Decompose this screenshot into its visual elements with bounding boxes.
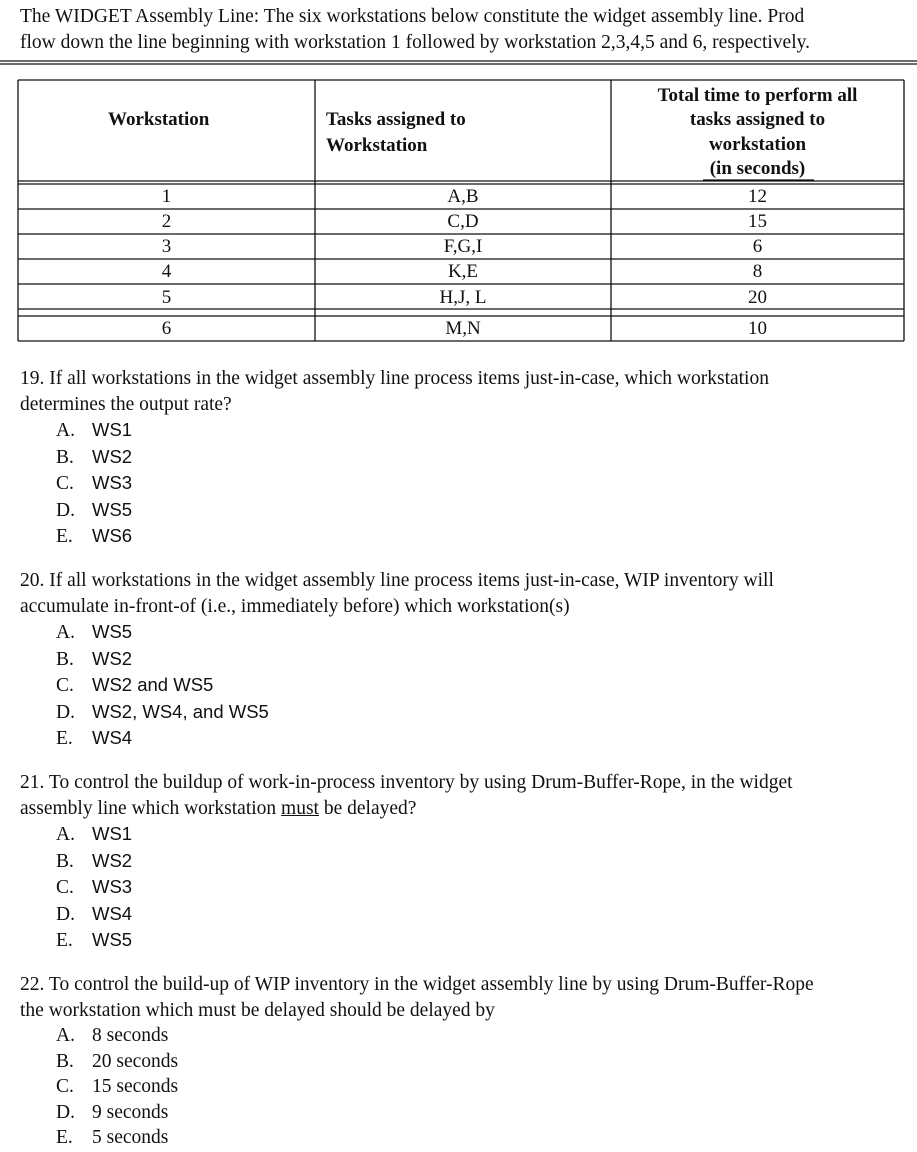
cell-tasks: M,N: [445, 318, 481, 339]
answer-choice[interactable]: [20, 725, 917, 752]
header-tasks-line-1: Tasks assigned to: [326, 109, 466, 130]
choice-letter: A.: [56, 420, 75, 441]
question-text-segment: be delayed?: [318, 797, 417, 819]
choice-letter: C.: [56, 473, 74, 494]
header-tasks-line-2: Workstation: [326, 135, 428, 156]
header-workstation: Workstation: [108, 109, 210, 130]
answer-choice[interactable]: [20, 497, 917, 524]
choice-letter: B.: [56, 1050, 74, 1072]
answer-choice[interactable]: [20, 672, 917, 699]
cell-workstation: 5: [161, 287, 172, 308]
choice-text: 20 seconds: [92, 1050, 179, 1072]
question-text-line-2: the workstation which must be delayed should be delayed by: [20, 999, 495, 1021]
question-text-line-1: 20. If all workstations in the widget assembly line process items just-in-case, WIP inventory will: [20, 570, 774, 591]
answer-choice[interactable]: [20, 1049, 917, 1075]
choice-letter: A.: [56, 1025, 75, 1046]
answer-choice[interactable]: [20, 901, 917, 928]
choice-letter: D.: [56, 701, 75, 723]
answer-choice[interactable]: [20, 470, 917, 497]
choice-text: 9 seconds: [92, 1101, 169, 1123]
choice-text: WS2, WS4, and WS5: [92, 700, 269, 722]
question-text-line-2: accumulate in-front-of (i.e., immediately before) which workstation(s): [20, 595, 570, 617]
cell-time: 6: [752, 236, 763, 257]
choice-text: WS5: [92, 929, 133, 950]
emphasis-underline: must: [281, 797, 319, 819]
question-text-line-2: determines the output rate?: [20, 393, 232, 415]
question-text-line-1: 21. To control the buildup of work-in-process inventory by using Drum-Buffer-Rope, in the widget: [20, 772, 793, 793]
question-22: [20, 972, 917, 1151]
choice-letter: C.: [56, 675, 74, 696]
cell-workstation: 6: [161, 318, 172, 339]
answer-choice[interactable]: [20, 619, 917, 646]
intro-line-1: The WIDGET Assembly Line: The six workstations below constitute the widget assembly line. Prod: [20, 6, 805, 27]
choice-text: WS1: [92, 419, 133, 440]
answer-choice[interactable]: [20, 821, 917, 848]
answer-choices: [20, 1023, 917, 1151]
choice-text: WS1: [92, 823, 133, 844]
answer-choice[interactable]: [20, 699, 917, 726]
answer-choices: [20, 619, 917, 752]
choice-text: WS2: [92, 445, 133, 467]
answer-choice[interactable]: [20, 417, 917, 444]
choice-letter: C.: [56, 1076, 74, 1097]
choice-letter: D.: [56, 499, 75, 521]
cell-workstation: 1: [161, 186, 172, 207]
cell-tasks: H,J, L: [439, 287, 487, 308]
cell-workstation: 2: [161, 211, 172, 232]
choice-text: WS2: [92, 849, 133, 871]
choice-letter: B.: [56, 648, 74, 670]
header-time-line-4: (in seconds): [709, 158, 806, 179]
cell-tasks: C,D: [447, 211, 479, 232]
cell-tasks: K,E: [447, 261, 479, 282]
intro-line-2: flow down the line beginning with workstation 1 followed by workstation 2,3,4,5 and 6, respectively.: [20, 32, 810, 53]
cell-tasks: F,G,I: [443, 236, 483, 257]
answer-choices: [20, 417, 917, 550]
choice-letter: D.: [56, 903, 75, 925]
choice-text: 8 seconds: [92, 1025, 169, 1046]
answer-choice[interactable]: [20, 1074, 917, 1100]
choice-text: WS5: [92, 498, 133, 520]
choice-letter: C.: [56, 877, 74, 898]
answer-choice[interactable]: [20, 646, 917, 673]
cell-time: 10: [748, 318, 767, 339]
choice-text: WS4: [92, 902, 133, 924]
choice-text: 5 seconds: [92, 1127, 169, 1148]
answer-choice[interactable]: [20, 1125, 917, 1151]
choice-text: WS5: [92, 621, 133, 642]
question-19: [20, 366, 917, 550]
choice-text: WS3: [92, 472, 133, 493]
choice-text: WS3: [92, 876, 133, 897]
answer-choice[interactable]: [20, 874, 917, 901]
choice-text: WS6: [92, 525, 133, 546]
choice-letter: E.: [56, 526, 73, 547]
choice-letter: A.: [56, 622, 75, 643]
choice-letter: B.: [56, 446, 74, 468]
answer-choice[interactable]: [20, 444, 917, 471]
choice-letter: D.: [56, 1101, 75, 1123]
cell-time: 20: [748, 287, 767, 308]
choice-letter: E.: [56, 930, 73, 951]
choice-text: WS2 and WS5: [92, 674, 214, 695]
question-21: [20, 770, 917, 954]
question-20: [20, 568, 917, 752]
choice-text: WS2: [92, 647, 133, 669]
answer-choice[interactable]: [20, 1100, 917, 1126]
choice-letter: A.: [56, 824, 75, 845]
answer-choice[interactable]: [20, 523, 917, 550]
question-text-line-1: 22. To control the build-up of WIP inventory in the widget assembly line by using Drum-Buffer-Rope: [20, 974, 814, 995]
question-text-line-1: 19. If all workstations in the widget assembly line process items just-in-case, which workstation: [20, 368, 769, 389]
answer-choice[interactable]: [20, 1023, 917, 1049]
choice-text: 15 seconds: [92, 1076, 179, 1097]
header-time-line-1: Total time to perform all: [657, 85, 858, 106]
choice-letter: B.: [56, 850, 74, 872]
choice-text: WS4: [92, 727, 133, 748]
choice-letter: E.: [56, 1127, 73, 1148]
answer-choice[interactable]: [20, 848, 917, 875]
header-time-line-2: tasks assigned to: [689, 109, 826, 130]
answer-choices: [20, 821, 917, 954]
header-time-line-3: workstation: [708, 134, 807, 155]
question-text-segment: assembly line which workstation: [20, 797, 282, 819]
cell-time: 15: [748, 211, 767, 232]
cell-workstation: 4: [161, 261, 172, 282]
cell-time: 12: [748, 186, 767, 207]
cell-workstation: 3: [161, 236, 172, 257]
answer-choice[interactable]: [20, 927, 917, 954]
cell-time: 8: [752, 261, 763, 282]
cell-tasks: A,B: [447, 186, 479, 207]
question-text-line-2: [20, 796, 917, 822]
choice-letter: E.: [56, 728, 73, 749]
